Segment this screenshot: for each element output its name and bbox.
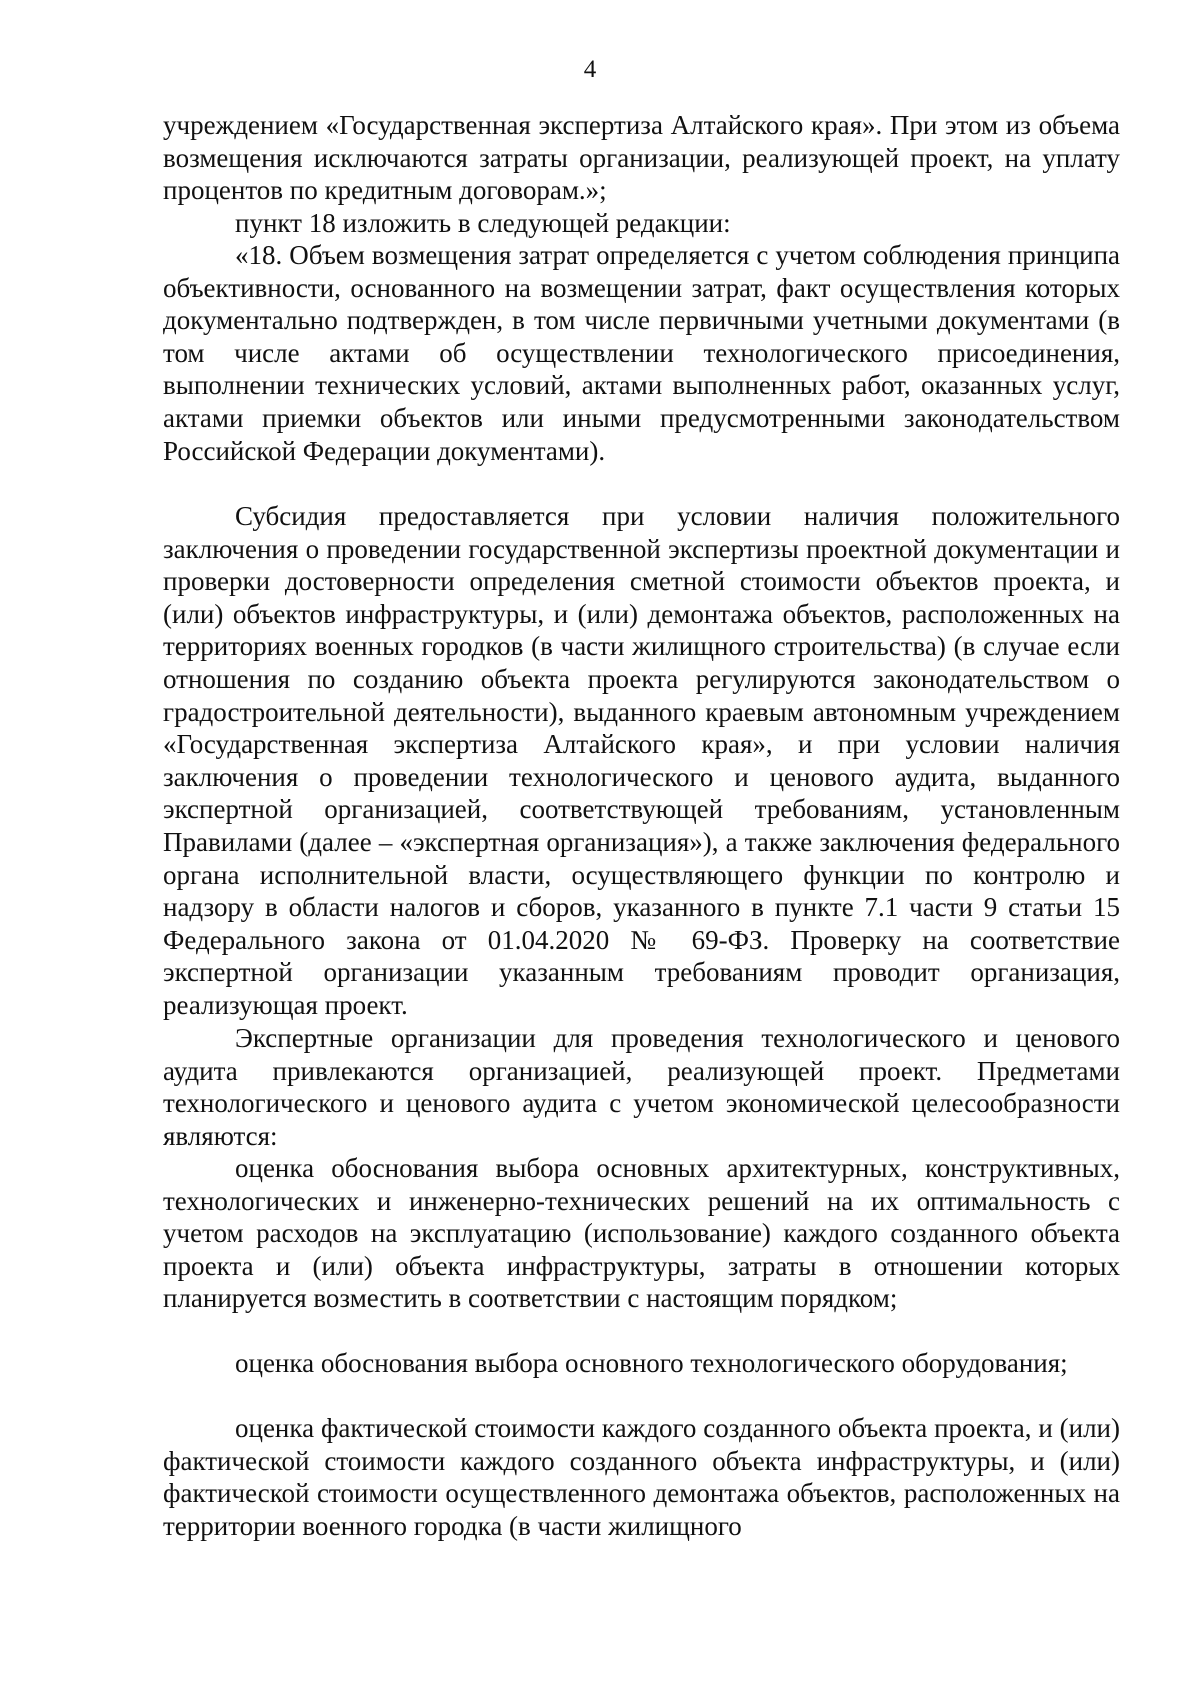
paragraph-expert-organizations: Экспертные организации для проведения технологического и ценового аудита привлекаются организацией, реализующей проект. Предметами технологического и ценового аудита с учетом экономической целесообразности являются: [163,1023,1120,1151]
list-item-architectural-assessment: оценка обоснования выбора основных архитектурных, конструктивных, технологических и инженерно-технических решений на их оптимальность с учетом расходов на эксплуатацию (использование) каждого созданного объекта проекта и (или) объекта инфраструктуры, затраты в отношении которых планируется возместить в соответствии с настоящим порядком; [163,1153,1120,1314]
paragraph-continuation: учреждением «Государственная экспертиза Алтайского края». При этом из объема возмещения исключаются затраты организации, реализующей проект, на уплату процентов по кредитным договорам.»; [163,110,1120,206]
paragraph-item-18: «18. Объем возмещения затрат определяется с учетом соблюдения принципа объективности, основанного на возмещении затрат, факт осуществления которых документально подтвержден, в том числе первичными учетными документами (в том числе актами об осуществлении технологического присоединения, выполнении технических условий, актами выполненных работ, оказанных услуг, актами приемки объектов или иными предусмотренными законодательством Российской Федерации документами). [163,240,1120,466]
paragraph-subsidy-condition: Субсидия предоставляется при условии наличия положительного заключения о проведении государственной экспертизы проектной документации и проверки достоверности определения сметной стоимости объектов проекта, и (или) объектов инфраструктуры, и (или) демонтажа объектов, расположенных на территориях военных городков (в части жилищного строительства) (в случае если отношения по созданию объекта проекта регулируются законодательством о градостроительной деятельности), выданного краевым автономным учреждением «Государственная экспертиза Алтайского края», и при условии наличия заключения о проведении технологического и ценового аудита, выданного экспертной организацией, соответствующей требованиям, установленным Правилами (далее – «экспертная организация»), а также заключения федерального органа исполнительной власти, осуществляющего функции по контролю и надзору в области налогов и сборов, указанного в пункте 7.1 части 9 статьи 15 Федерального закона от 01.04.2020 № 69-ФЗ. Проверку на соответствие экспертной организации указанным требованиям проводит организация, реализующая проект. [163,501,1120,1020]
page-number: 4 [583,56,597,83]
list-item-equipment-assessment: оценка обоснования выбора основного технологического оборудования; [235,1348,1068,1378]
list-item-cost-assessment: оценка фактической стоимости каждого созданного объекта проекта, и (или) фактической стоимости каждого созданного объекта инфраструктуры, и (или) фактической стоимости осуществленного демонтажа объектов, расположенных на территории военного городка (в части жилищного [163,1413,1120,1541]
paragraph-instruction: пункт 18 изложить в следующей редакции: [235,208,731,238]
